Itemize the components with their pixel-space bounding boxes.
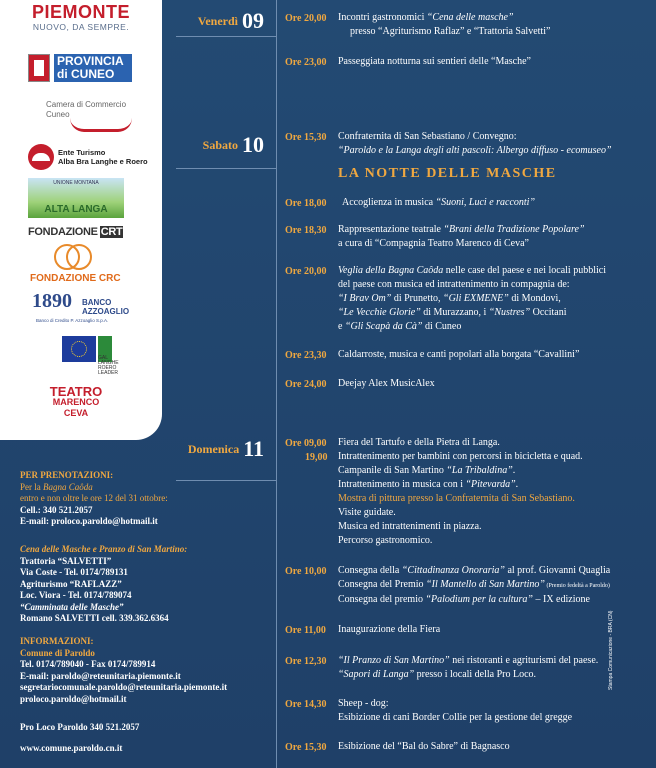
proloco-phone: Pro Loco Paroldo 340 521.2057 [20, 722, 140, 732]
day-header-saturday: Sabato 10 [202, 132, 264, 157]
event-time: Ore 12,30 [285, 656, 327, 667]
event-description: Consegna della “Cittadinanza Onoraria” al prof. Giovanni Quaglia Consegna del Premio “Il Mantello di San Martino” (Premio fedeltà a Paroldo) Consegna del premio “Palodium per la cultura” – IX edizione [338, 565, 611, 605]
teatro-marenco-logo: TEATRO MARENCO CEVA [49, 384, 103, 418]
event-description: Confraternita di San Sebastiano / Convegno: “Paroldo e la Langa degli alti pascoli: Albergo diffuso - ecomuseo” [338, 131, 612, 156]
booking-info: PER PRENOTAZIONI: Per la Bagna Caôda entro e non oltre le ore 12 del 31 ottobre: Cell.: 340 521.2057 E-mail: proloco.paroldo@hotmail.it [20, 470, 168, 526]
crest-icon [28, 54, 50, 82]
sponsor-logos-panel [0, 0, 162, 440]
event-time: Ore 23,00 [285, 57, 327, 68]
day-header-friday: Venerdì 09 [197, 8, 264, 33]
day-header-sunday: Domenica 11 [187, 436, 264, 461]
piemonte-logo: PIEMONTE NUOVO, DA SEMPRE. [31, 2, 130, 32]
event-description: Esibizione del “Bal do Sabre” di Bagnasco [338, 741, 510, 752]
contact-info: INFORMAZIONI: Comune di Paroldo Tel. 0174/789040 - Fax 0174/789914 E-mail: paroldo@reteunitaria.piemonte.it segretariocomunale.paroldo@reteunitaria.piemonte.it proloco.paroldo@hotmail.it [20, 636, 228, 704]
event-time: Ore 20,00 [285, 13, 327, 24]
website-link[interactable]: www.comune.paroldo.cn.it [20, 743, 123, 753]
event-description: Sheep - dog: Esibizione di cani Border Collie per la gestione del gregge [338, 698, 573, 723]
event-description: Caldarroste, musica e canti popolari alla borgata “Cavallini” [338, 349, 580, 360]
camera-commercio-logo: Camera di Commercio Cuneo [0, 98, 162, 134]
event-time: Ore 14,30 [285, 699, 327, 710]
ente-turismo-logo: Ente Turismo Alba Bra Langhe e Roero [0, 142, 162, 172]
event-time: Ore 20,00 [285, 266, 327, 277]
event-description: Accoglienza in musica “Suoni, Luci e racconti” [342, 197, 536, 208]
fondazione-crc-logo: FONDAZIONE CRC [0, 244, 162, 286]
day-divider [176, 480, 276, 481]
event-description: Veglia della Bagna Caôda nelle case del paese e nei locali pubblici del paese con musica ed intrattenimento in compagnia de: “I Brav Om” di Prunetto, “Gli EXMENE” di Mondovì, “Le Vecchie Glorie” di Murazzano, i “Nustres” Occitani e “Gli Scapà da Cà” di Cuneo [338, 265, 606, 332]
fondazione-crt-logo: FONDAZIONE CRT [28, 226, 123, 238]
event-description: Passeggiata notturna sui sentieri delle “Masche” [338, 56, 531, 67]
event-description: “Il Pranzo di San Martino” nei ristoranti e agriturismi del paese. “Sapori di Langa” presso i locali della Pro Loco. [338, 655, 599, 680]
event-description: Rappresentazione teatrale “Brani della Tradizione Popolare” a cura di “Compagnia Teatro Marenco di Ceva” [338, 224, 585, 249]
timeline-divider [276, 0, 277, 768]
provincia-cuneo-logo: PROVINCIA di CUNEO [0, 52, 162, 84]
printer-credit: Stampa Comunicazione - BRA (CN) [608, 610, 614, 690]
event-description: Inaugurazione della Fiera [338, 624, 441, 635]
event-time: Ore 09,00 [285, 438, 327, 449]
restaurant-info: Cena delle Masche e Pranzo di San Martino: Trattoria “SALVETTI” Via Coste - Tel. 0174/789131 Agriturismo “RAFLAZZ” Loc. Viora - Tel. 0174/789074 “Camminata delle Masche” Romano SALVETTI cell. 339.362.6364 [20, 544, 188, 623]
event-time: Ore 18,00 [285, 198, 327, 209]
eu-flag-icon [62, 336, 96, 362]
day-divider [176, 36, 276, 37]
event-time: Ore 23,30 [285, 350, 327, 361]
day-divider [176, 168, 276, 169]
swoosh-icon [70, 118, 132, 132]
gal-leader-logo: GAL LANGHE ROERO LEADER [0, 334, 162, 374]
event-time: Ore 11,00 [285, 625, 326, 636]
event-time-end: 19,00 [305, 452, 328, 463]
event-time: Ore 15,30 [285, 132, 327, 143]
event-description: Fiera del Tartufo e della Pietra di Langa. Intrattenimento per bambini con percorsi in bicicletta e quad. Campanile di San Martino “La Tribaldina”. Intrattenimento in musica con i “Pitevarda”. Mostra di pittura presso la Confraternita di San Sebastiano. Visite guidate. Musica ed intrattenimenti in piazza. Percorso gastronomico. [338, 437, 583, 546]
event-time: Ore 10,00 [285, 566, 327, 577]
event-description: Deejay Alex MusicAlex [338, 378, 435, 389]
event-time: Ore 15,30 [285, 742, 327, 753]
event-description: Incontri gastronomici “Cena delle masche” presso “Agriturismo Raflaz” e “Trattoria Salvetti” [338, 12, 551, 37]
event-time: Ore 24,00 [285, 379, 327, 390]
notte-delle-masche-title: LA NOTTE DELLE MASCHE [338, 166, 557, 181]
alta-langa-logo: UNIONE MONTANA ALTA LANGA [0, 178, 162, 218]
event-time: Ore 18,30 [285, 225, 327, 236]
ente-turismo-icon [28, 144, 54, 170]
banco-azzoaglio-logo: 1890 BANCO AZZOAGLIO Banco di Credito P. Azzoaglio S.p.A. [32, 290, 130, 323]
